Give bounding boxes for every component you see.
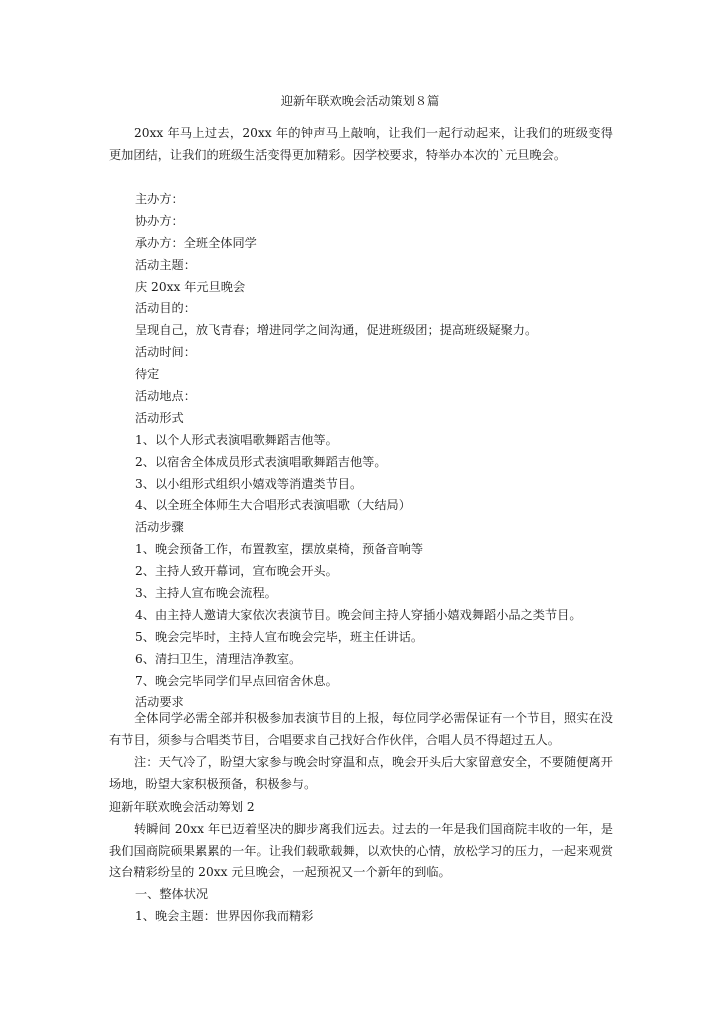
- list-line: 2、以宿舍全体成员形式表演唱歌舞蹈吉他等。: [135, 454, 387, 469]
- list-line: 活动步骤: [135, 520, 184, 535]
- list-line: 协办方：: [135, 213, 184, 228]
- list-line: 承办方：全班全体同学: [135, 235, 257, 250]
- list-line: 呈现自己，放飞青春；增进同学之间沟通，促进班级团；提高班级疑聚力。: [135, 323, 538, 338]
- section-2-heading: 一、整体状况: [135, 887, 209, 901]
- list-line: 活动主题：: [135, 257, 196, 272]
- requirement-paragraph: 全体同学必需全部并积极参加表演节目的上报，每位同学必需保证有一个节目，照实在没有节目，须参与合唱类节目，合唱要求自己找好合作伙伴，合唱人员不得超过五人。: [109, 711, 613, 747]
- section-2-item: 1、晚会主题：世界因你我而精彩: [135, 909, 314, 923]
- list-line: 1、以个人形式表演唱歌舞蹈吉他等。: [135, 432, 338, 447]
- list-line: 庆 20xx 年元旦晚会: [135, 279, 246, 294]
- list-line: 4、以全班全体师生大合唱形式表演唱歌（大结局）: [135, 498, 411, 513]
- intro-paragraph: 20xx 年马上过去，20xx 年的钟声马上敲响，让我们一起行动起来，让我们的班级变得更加团结，让我们的班级生活变得更加精彩。因学校要求，特举办本次的`元旦晚会。: [109, 126, 613, 162]
- document-title: 迎新年联欢晚会活动策划８篇: [280, 94, 440, 108]
- section-2-paragraph: 转瞬间 20xx 年已迈着坚决的脚步离我们远去。过去的一年是我们国商院丰收的一年，是我们国商院硕果累累的一年。让我们载歌载舞，以欢快的心情，放松学习的压力，一起来观赏这台精彩纷呈的 20xx 元旦晚会，一起预祝又一个新年的到临。: [109, 822, 613, 880]
- list-line: 5、晚会完毕时，主持人宣布晚会完毕，班主任讲话。: [135, 629, 424, 644]
- section-2-title: 迎新年联欢晚会活动筹划 2: [109, 800, 255, 814]
- list-line: 主办方：: [135, 192, 184, 206]
- list-line: 活动时间：: [135, 345, 196, 360]
- list-line: 活动目的：: [135, 301, 196, 316]
- list-line: 待定: [135, 367, 160, 382]
- list-line: 3、主持人宣布晚会流程。: [135, 586, 277, 601]
- list-line: 6、清扫卫生，清理洁净教室。: [135, 651, 302, 666]
- list-line: 活动要求: [135, 695, 184, 710]
- list-line: 2、主持人致开幕词，宣布晚会开头。: [135, 564, 338, 579]
- note-paragraph: 注：天气冷了，盼望大家参与晚会时穿温和点，晚会开头后大家留意安全，不要随便离开场地，盼望大家积极预备，积极参与。: [109, 755, 613, 791]
- list-line: 4、由主持人邀请大家依次表演节目。晚会间主持人穿插小嬉戏舞蹈小品之类节目。: [135, 607, 582, 622]
- list-line: 活动形式: [135, 410, 184, 425]
- plan-list: [135, 189, 615, 714]
- list-line: 7、晚会完毕同学们早点回宿舍休息。: [135, 673, 338, 688]
- list-line: 活动地点：: [135, 389, 196, 404]
- list-line: 3、以小组形式组织小嬉戏等消遣类节目。: [135, 476, 363, 491]
- list-line: 1、晚会预备工作，布置教室，摆放桌椅，预备音响等: [135, 542, 424, 557]
